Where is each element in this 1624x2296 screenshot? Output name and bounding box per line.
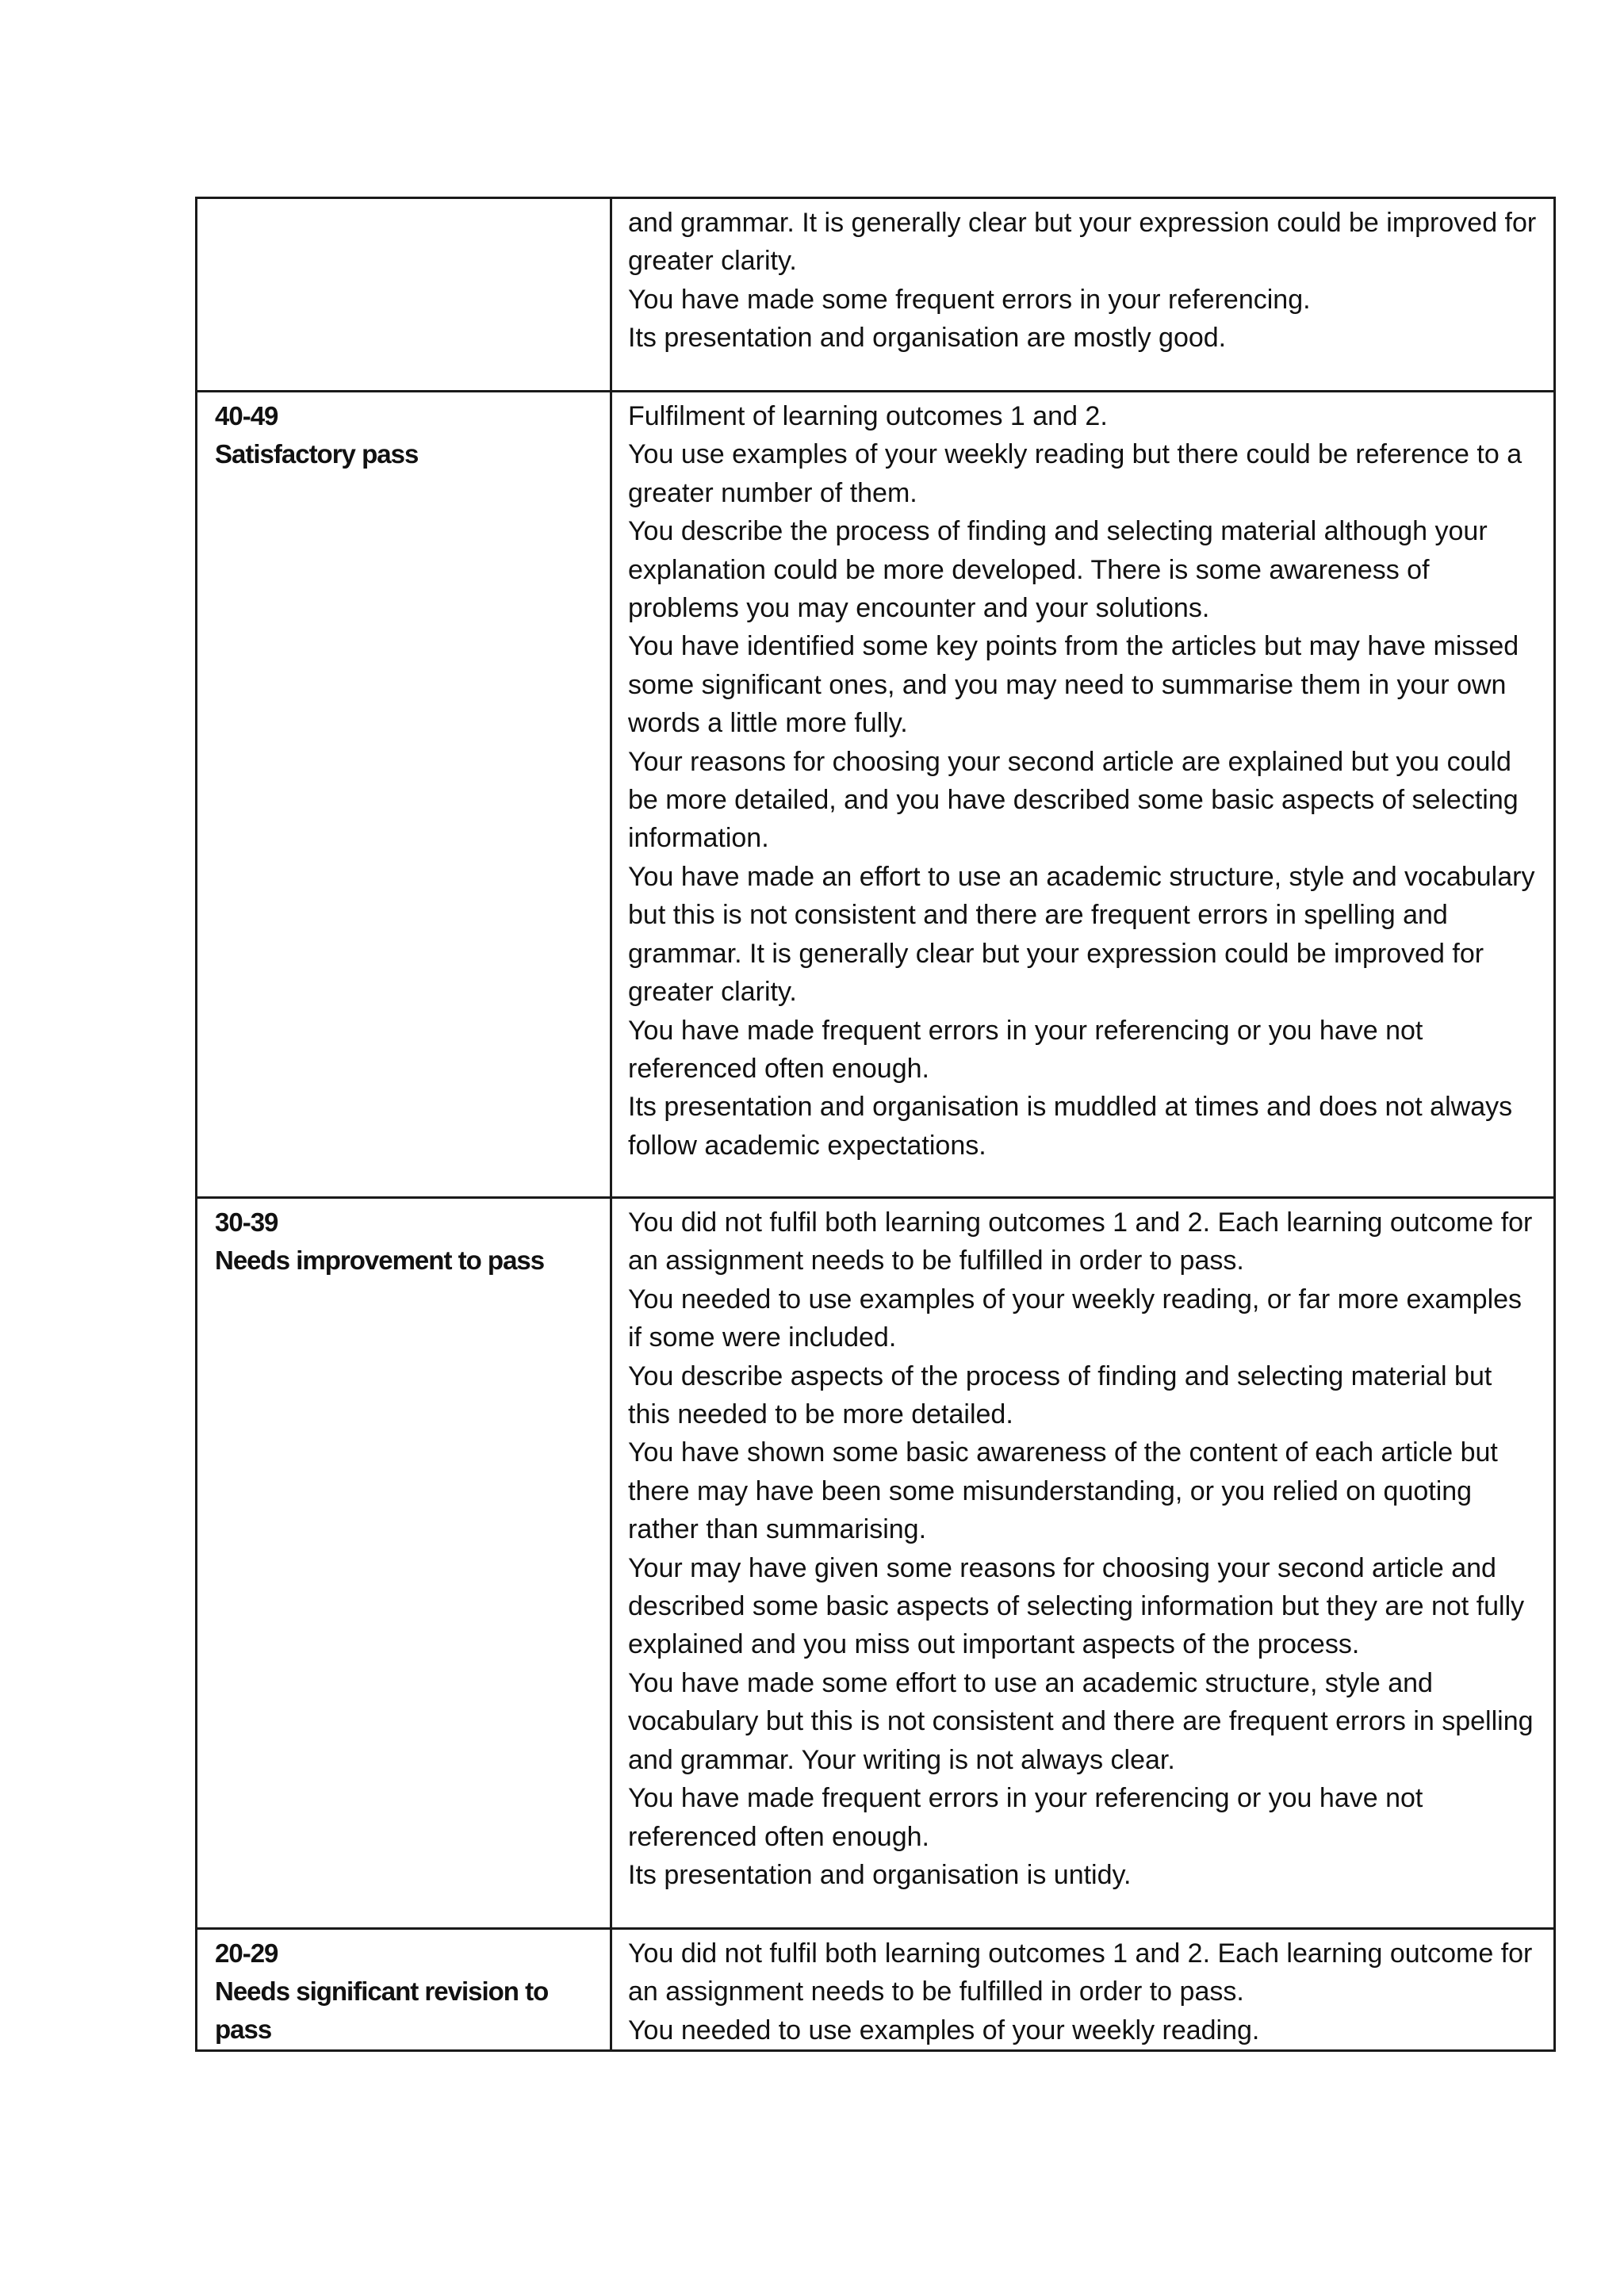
criterion-text: Its presentation and organisation are mostly good. bbox=[628, 323, 1227, 354]
criterion-text: You describe aspects of the process of finding and selecting material but this needed to be more detailed. bbox=[628, 1360, 1492, 1430]
criterion-text: You have shown some basic awareness of the content of each article but there may have been some misunderstanding, or you relied on quoting rather than summarising. bbox=[628, 1437, 1498, 1545]
criterion-text: You have made frequent errors in your referencing or you have not referenced often enough. bbox=[628, 1015, 1423, 1084]
grade-range: 30-39 bbox=[215, 1207, 278, 1237]
grade-range: 20-29 bbox=[215, 1938, 278, 1968]
criterion-text: and grammar. It is generally clear but your expression could be improved for greater clarity. bbox=[628, 208, 1537, 277]
grade-cell bbox=[197, 392, 611, 1198]
grade-range: 40-49 bbox=[215, 401, 278, 430]
criterion-text: You use examples of your weekly reading but there could be reference to a greater number of them. bbox=[628, 439, 1522, 508]
rubric-row bbox=[197, 198, 1555, 392]
rubric-row bbox=[197, 1198, 1555, 1929]
grade-cell bbox=[197, 1198, 611, 1929]
grade-cell bbox=[197, 1929, 611, 2051]
grading-rubric-table bbox=[195, 197, 1556, 2052]
criterion-text: You have made some frequent errors in your referencing. bbox=[628, 284, 1311, 315]
rubric-row bbox=[197, 392, 1555, 1198]
criterion-text: Its presentation and organisation is untidy. bbox=[628, 1859, 1132, 1890]
criterion-text: You have made an effort to use an academic structure, style and vocabulary but this is not consistent and there are frequent errors in spelling and grammar. It is generally clear but your expression could be improved for greater clarity. bbox=[628, 861, 1535, 1008]
grade-label: Needs significant revision to pass bbox=[215, 1976, 549, 2044]
criterion-text: You needed to use examples of your weekly reading, or far more examples if some were included. bbox=[628, 1284, 1522, 1353]
criterion-text: You did not fulfil both learning outcomes 1 and 2. Each learning outcome for an assignment needs to be fulfilled in order to pass. bbox=[628, 1207, 1533, 1276]
criterion-text: You have made frequent errors in your referencing or you have not referenced often enough. bbox=[628, 1783, 1423, 1852]
criterion-text: Your reasons for choosing your second article are explained but you could be more detailed, and you have described some basic aspects of selecting information. bbox=[628, 746, 1519, 854]
grade-label: Needs improvement to pass bbox=[215, 1246, 545, 1275]
grade-label: Satisfactory pass bbox=[215, 439, 419, 469]
criterion-text: You needed to use examples of your weekly reading. bbox=[628, 2015, 1260, 2045]
criterion-text: You describe the process of finding and selecting material although your explanation could be more developed. There is some awareness of problems you may encounter and your solutions. bbox=[628, 516, 1488, 624]
description-cell bbox=[611, 198, 1555, 392]
criterion-text: You have made some effort to use an academic structure, style and vocabulary but this is not consistent and there are frequent errors in spelling and grammar. Your writing is not always clear. bbox=[628, 1667, 1534, 1775]
criterion-text: Your may have given some reasons for choosing your second article and described some basic aspects of selecting information but they are not fully explained and you miss out important aspects of the process. bbox=[628, 1552, 1525, 1660]
criterion-text: You did not fulfil both learning outcomes 1 and 2. Each learning outcome for an assignment needs to be fulfilled in order to pass. bbox=[628, 1938, 1533, 2007]
description-cell bbox=[611, 392, 1555, 1198]
criterion-text: Its presentation and organisation is muddled at times and does not always follow academic expectations. bbox=[628, 1092, 1513, 1161]
description-cell bbox=[611, 1929, 1555, 2051]
criterion-text: Fulfilment of learning outcomes 1 and 2. bbox=[628, 401, 1108, 431]
grade-cell bbox=[197, 198, 611, 392]
description-cell bbox=[611, 1198, 1555, 1929]
criterion-text: You have identified some key points from the articles but may have missed some significant ones, and you may need to summarise them in your own words a little more fully. bbox=[628, 631, 1519, 739]
rubric-row bbox=[197, 1929, 1555, 2051]
